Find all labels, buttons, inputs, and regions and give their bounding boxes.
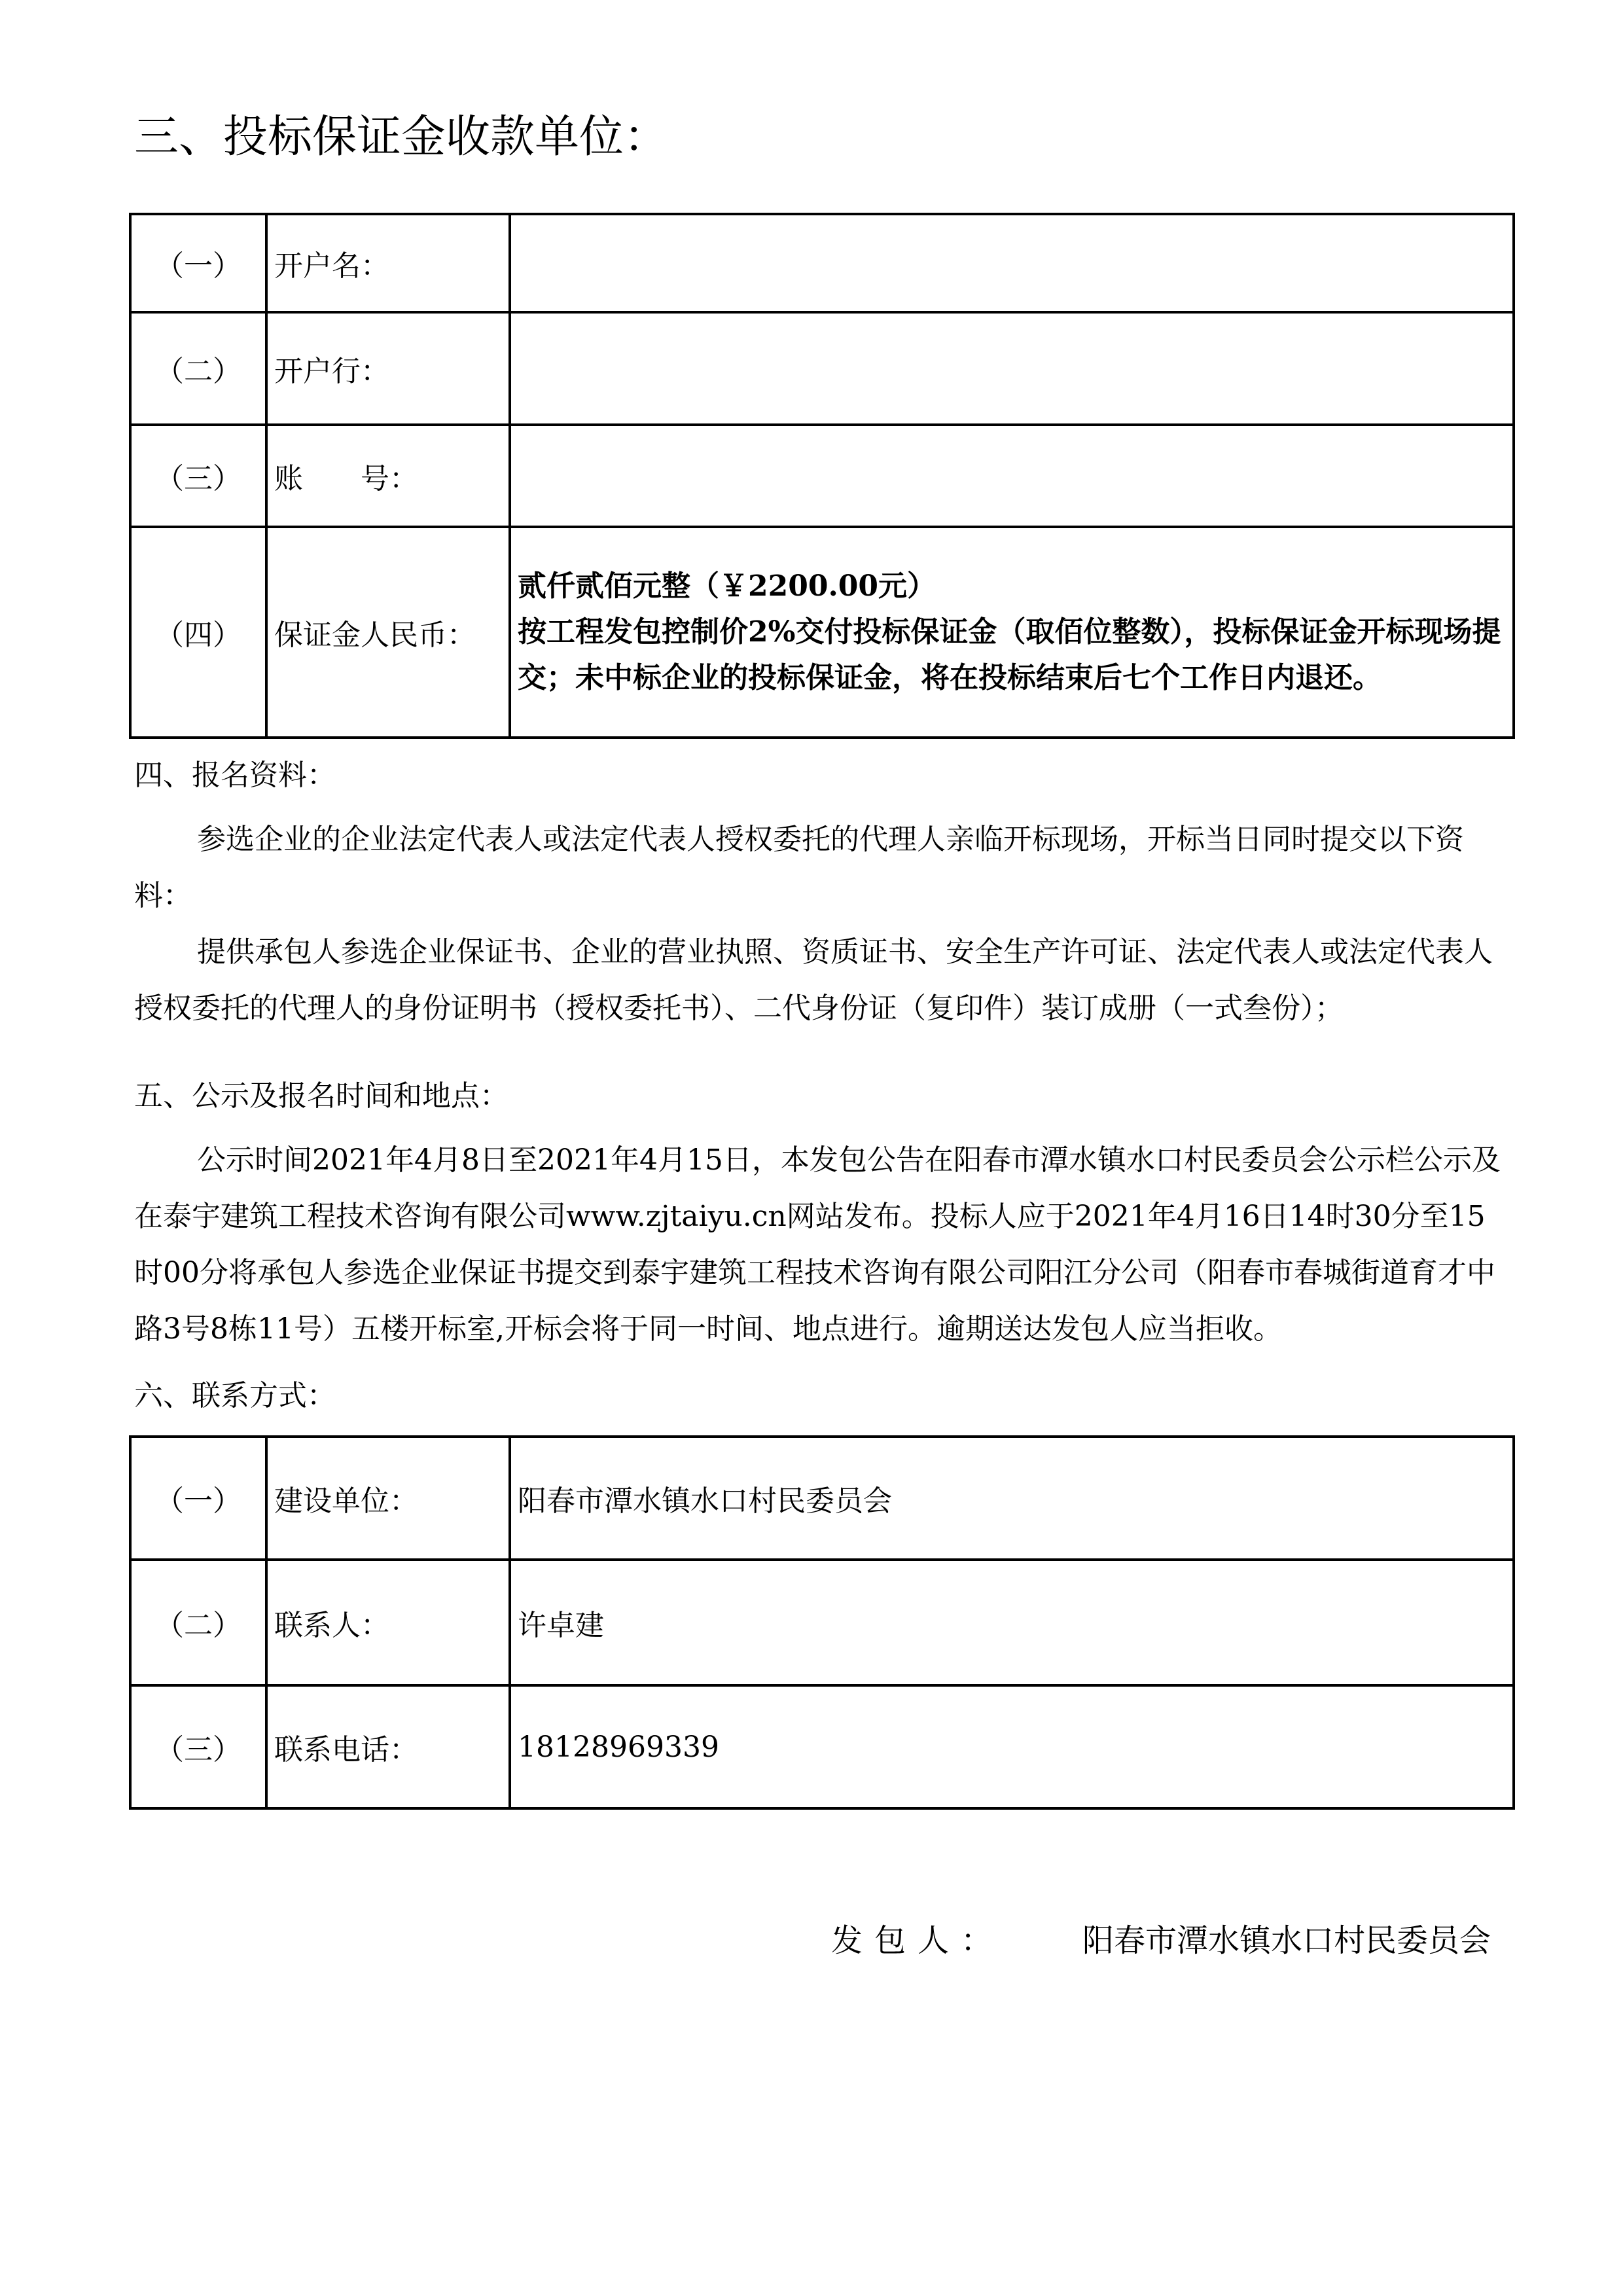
issuer-label: 发包人： (831, 1922, 1005, 1959)
section4-paragraph-1: 参选企业的企业法定代表人或法定代表人授权委托的代理人亲临开标现场，开标当日同时提交以下资料： (134, 823, 1464, 912)
issuer-value: 阳春市潭水镇水口村民委员会 (1082, 1922, 1491, 1959)
row-number: （三） (130, 1685, 266, 1808)
table-row (130, 312, 1514, 425)
account-number-label: 账 号： (266, 425, 510, 527)
account-name-label: 开户名： (266, 214, 510, 312)
table-row (130, 1560, 1514, 1685)
bank-value (510, 312, 1514, 425)
section3-title: 三、投标保证金收款单位： (134, 111, 669, 163)
section5-title: 五、公示及报名时间和地点： (134, 1079, 508, 1113)
section4-paragraph-2: 提供承包人参选企业保证书、企业的营业执照、资质证书、安全生产许可证、法定代表人或法定代表人授权委托的代理人的身份证明书（授权委托书）、二代身份证（复印件）装订成册（一式叁份）； (134, 935, 1493, 1025)
row-number: （二） (130, 1560, 266, 1685)
deposit-amount-value: 贰仟贰佰元整（￥2200.00元） (518, 569, 936, 603)
section5-paragraph: 公示时间2021年4月8日至2021年4月15日，本发包公告在阳春市潭水镇水口村民委员会公示栏公示及在泰宇建筑工程技术咨询有限公司www.zjtaiyu.cn网站发布。投标人应于2021年4月16日14时30分至15时00分将承包人参选企业保证书提交到泰宇建筑工程技术咨询有限公司阳江分公司（阳春市春城街道育才中路3号8栋11号）五楼开标室,开标会将于同一时间、地点进行。逾期送达发包人应当拒收。 (134, 1143, 1501, 1346)
builder-label: 建设单位： (266, 1437, 510, 1560)
contact-phone-value: 18128969339 (510, 1685, 1514, 1808)
section6-title: 六、联系方式： (134, 1379, 336, 1412)
table-row (130, 527, 1514, 738)
row-number: （二） (130, 312, 266, 425)
table-row (130, 1437, 1514, 1560)
builder-value: 阳春市潭水镇水口村民委员会 (510, 1437, 1514, 1560)
contact-person-value: 许卓建 (510, 1560, 1514, 1685)
section4-title: 四、报名资料： (134, 759, 336, 792)
table-row (130, 214, 1514, 312)
account-name-value (510, 214, 1514, 312)
row-number: （三） (130, 425, 266, 527)
deposit-amount-label: 保证金人民币： (266, 527, 510, 738)
signature-line (831, 1918, 1491, 1964)
contact-person-label: 联系人： (266, 1560, 510, 1685)
deposit-note: 按工程发包控制价2%交付投标保证金（取佰位整数），投标保证金开标现场提交；未中标企业的投标保证金，将在投标结束后七个工作日内退还。 (518, 615, 1501, 694)
contact-phone-label: 联系电话： (266, 1685, 510, 1808)
table-row (130, 1685, 1514, 1808)
table-row (130, 425, 1514, 527)
deposit-account-table (129, 213, 1515, 739)
row-number: （一） (130, 1437, 266, 1560)
row-number: （一） (130, 214, 266, 312)
deposit-amount-cell (510, 527, 1514, 738)
bank-label: 开户行： (266, 312, 510, 425)
row-number: （四） (130, 527, 266, 738)
contact-table (129, 1435, 1515, 1810)
account-number-value (510, 425, 1514, 527)
